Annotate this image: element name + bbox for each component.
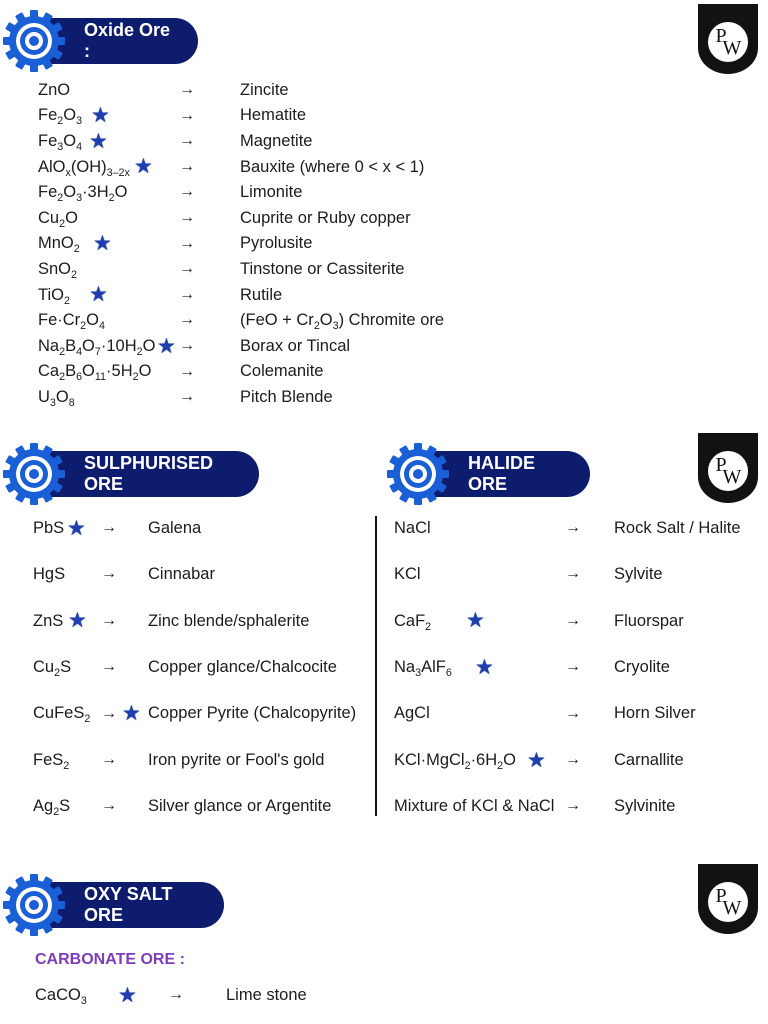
- ore-formula: $Fe_2O_3$: [38, 106, 83, 128]
- star-icon: ★: [527, 748, 546, 772]
- ore-formula: $Ag_2S$: [33, 797, 71, 818]
- ore-formula: ZnS: [33, 611, 64, 630]
- ore-mineral-name: Colemanite: [240, 362, 324, 381]
- ore-formula: $Cu_2O$: [38, 208, 78, 230]
- ore-mineral-name: Cuprite or Ruby copper: [240, 208, 411, 227]
- ore-mineral-name: Fluorspar: [614, 611, 684, 630]
- arrow-icon: →: [101, 611, 117, 629]
- ore-row: [0, 308, 768, 332]
- ore-mineral-name: Horn Silver: [614, 704, 696, 723]
- arrow-icon: →: [565, 565, 581, 583]
- carbonate-ore-subheading: CARBONATE ORE :: [35, 951, 185, 968]
- ore-row: [0, 562, 768, 586]
- gear-icon: [2, 873, 66, 937]
- ore-mineral-name: Hematite: [240, 106, 307, 125]
- arrow-icon: →: [179, 106, 195, 124]
- ore-formula: $Na_2B_4O_7\cdot 10H_2O$: [38, 336, 156, 358]
- ore-row: [0, 655, 768, 679]
- arrow-icon: →: [179, 285, 195, 303]
- arrow-icon: →: [101, 797, 117, 815]
- ore-mineral-name: Copper Pyrite (Chalcopyrite): [148, 704, 357, 723]
- ore-mineral-name: Magnetite: [240, 131, 313, 150]
- ore-mineral-name: Bauxite (where 0 < x < 1): [240, 157, 425, 176]
- arrow-icon: →: [179, 260, 195, 278]
- ore-mineral-name: Lime stone: [226, 985, 307, 1004]
- ore-row: [0, 129, 768, 153]
- ore-mineral-name: Borax or Tincal: [240, 336, 351, 355]
- ore-row: [0, 257, 768, 281]
- ore-row: [0, 232, 768, 256]
- ore-formula: HgS: [33, 565, 66, 584]
- arrow-icon: →: [565, 797, 581, 815]
- ore-row: [0, 334, 768, 358]
- ore-formula: NaCl: [394, 518, 431, 537]
- ore-mineral-name: Silver glance or Argentite: [148, 797, 332, 816]
- ore-row: [0, 78, 768, 102]
- ore-row: [0, 702, 768, 726]
- ore-formula: CaF$_2$: [394, 611, 432, 633]
- ore-formula: $AlO_x(OH)_{3-2x}$: [38, 157, 130, 179]
- arrow-icon: →: [101, 658, 117, 676]
- ore-formula: $Ca_2B_6O_{11}\cdot 5H_2O$: [38, 362, 152, 384]
- ore-row: [0, 360, 768, 384]
- ore-mineral-name: Cinnabar: [148, 565, 215, 584]
- gear-icon: [2, 9, 66, 73]
- star-icon: ★: [93, 232, 112, 256]
- arrow-icon: →: [179, 81, 195, 98]
- ore-mineral-name: Sylvinite: [614, 797, 676, 816]
- ore-formula: MnO$_2$: [38, 234, 80, 256]
- sulphurised-ore-title: SULPHURISED ORE: [84, 453, 214, 494]
- ore-formula: $U_3O_8$: [38, 387, 75, 409]
- halide-ore-title: HALIDE ORE: [468, 453, 535, 494]
- ore-mineral-name: Rock Salt / Halite: [614, 518, 741, 537]
- arrow-icon: →: [101, 751, 117, 768]
- ore-row: [0, 104, 768, 128]
- star-icon: ★: [475, 655, 494, 679]
- star-icon: ★: [68, 609, 87, 633]
- ore-formula: AgCl: [394, 704, 430, 723]
- ore-formula: PbS: [33, 518, 65, 537]
- ore-mineral-name: Pyrolusite: [240, 234, 313, 253]
- ore-formula: $Cu_2S$: [33, 657, 72, 679]
- ore-row: [0, 155, 768, 179]
- ore-formula: Mixture of KCl & NaCl: [394, 797, 555, 816]
- ore-row: [0, 180, 768, 204]
- ore-formula: TiO$_2$: [38, 285, 70, 307]
- ore-mineral-name: Rutile: [240, 285, 283, 304]
- arrow-icon: →: [565, 611, 581, 629]
- ore-formula: CuFeS$_2$: [33, 704, 91, 726]
- arrow-icon: →: [179, 362, 195, 380]
- ore-mineral-name: Cryolite: [614, 657, 670, 676]
- star-icon: ★: [122, 702, 141, 726]
- ore-row: [0, 983, 768, 1007]
- arrow-icon: →: [565, 751, 581, 768]
- ore-mineral-name: Iron pyrite or Fool's gold: [148, 750, 325, 769]
- ore-mineral-name: $(FeO + Cr_2O_3)$ Chromite ore: [240, 311, 445, 332]
- arrow-icon: →: [179, 234, 195, 252]
- ore-formula: CaCO$_3$: [35, 985, 87, 1007]
- pw-logo-icon: [694, 2, 762, 76]
- arrow-icon: →: [179, 311, 195, 329]
- star-icon: ★: [118, 983, 137, 1007]
- ore-mineral-name: Zinc blende/sphalerite: [148, 611, 310, 630]
- arrow-icon: →: [101, 704, 117, 722]
- ore-mineral-name: Copper glance/Chalcocite: [148, 657, 337, 676]
- ore-mineral-name: Limonite: [240, 183, 303, 202]
- ore-formula: FeS$_2$: [33, 750, 70, 772]
- arrow-icon: →: [168, 986, 184, 1003]
- ore-row: [0, 283, 768, 307]
- ore-formula: $Fe_3O_4$: [38, 131, 83, 153]
- ore-row: [0, 385, 768, 409]
- arrow-icon: →: [565, 658, 581, 676]
- ore-row: [0, 206, 768, 230]
- ore-mineral-name: Tinstone or Cassiterite: [240, 259, 405, 278]
- star-icon: ★: [466, 609, 485, 633]
- ore-formula: $Na_3AlF_6$: [394, 657, 452, 679]
- arrow-icon: →: [179, 388, 195, 406]
- pw-logo-icon: [694, 862, 762, 936]
- arrow-icon: →: [565, 704, 581, 722]
- star-icon: ★: [67, 516, 86, 540]
- arrow-icon: →: [179, 183, 195, 201]
- ore-row: [0, 516, 768, 540]
- ore-formula: $Fe\cdot Cr_2O_4$: [38, 311, 105, 332]
- ore-formula: SnO$_2$: [38, 259, 77, 281]
- star-icon: ★: [89, 283, 108, 307]
- ore-mineral-name: Carnallite: [614, 750, 684, 769]
- ore-mineral-name: Zincite: [240, 80, 289, 99]
- ore-formula: $Fe_2O_3\cdot 3H_2O$: [38, 183, 128, 204]
- pw-logo-icon: [694, 431, 762, 505]
- arrow-icon: →: [179, 337, 195, 354]
- arrow-icon: →: [179, 209, 195, 226]
- arrow-icon: →: [565, 519, 581, 536]
- star-icon: ★: [91, 104, 110, 128]
- ore-row: [0, 748, 768, 772]
- gear-icon: [386, 442, 450, 506]
- oxy-salt-ore-title: OXY SALT ORE: [84, 884, 173, 925]
- ore-mineral-name: Sylvite: [614, 565, 663, 584]
- gear-icon: [2, 442, 66, 506]
- ore-formula: KCl: [394, 565, 421, 584]
- arrow-icon: →: [179, 132, 195, 150]
- ore-row: [0, 794, 768, 818]
- oxide-ore-title: Oxide Ore :: [84, 20, 171, 61]
- ore-mineral-name: Pitch Blende: [240, 387, 333, 406]
- ore-row: [0, 609, 768, 633]
- ore-formula: $KCl\cdot MgCl_2\cdot 6H_2O$: [394, 750, 516, 772]
- ore-mineral-name: Galena: [148, 518, 202, 537]
- star-icon: ★: [157, 334, 176, 358]
- arrow-icon: →: [179, 157, 195, 175]
- star-icon: ★: [89, 129, 108, 153]
- ore-formula: ZnO: [38, 80, 71, 99]
- arrow-icon: →: [101, 565, 117, 583]
- star-icon: ★: [134, 155, 153, 179]
- arrow-icon: →: [101, 519, 117, 536]
